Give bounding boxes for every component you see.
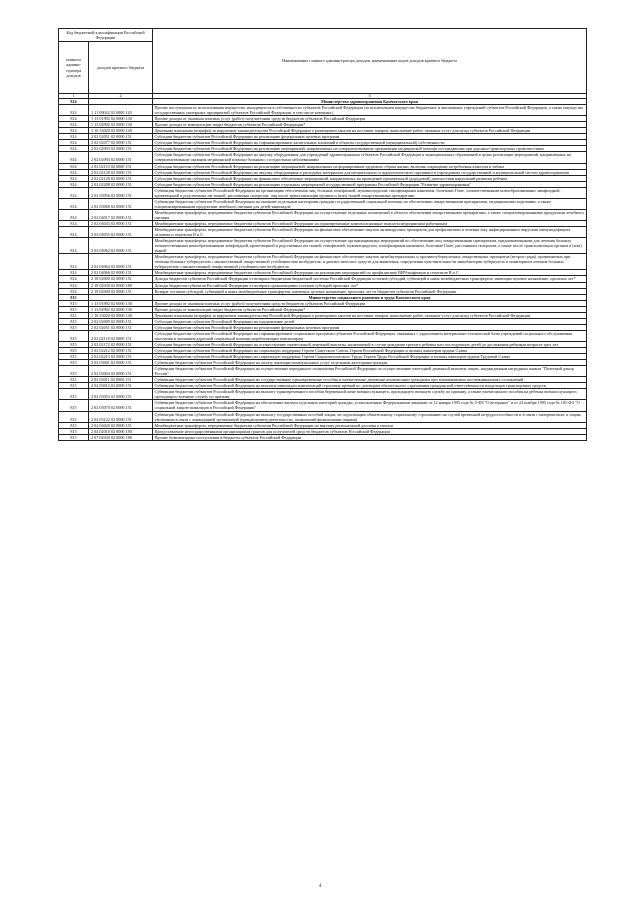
admin-code-cell: 814	[59, 181, 89, 187]
admin-code-cell: 815	[59, 354, 89, 360]
income-name-cell: Субвенции бюджетам субъектов Российской Федерации на выплату государственных пособий лицам, не подлежащим обязательному социальному страхованию на случай временной нетрудоспособности и в связи с материнством, и лицам, уволенным в связи с ликвидацией организаций (прекращением деятельности, полномочий физическими лицами)	[153, 411, 587, 422]
admin-code-cell: 815	[59, 428, 89, 434]
income-code-cell: 2 02 02009 02 0000 151	[89, 318, 153, 324]
income-code-cell: 2 02 02213 02 0000 151	[89, 354, 153, 360]
income-code-cell: 2 02 02208 02 0000 151	[89, 181, 153, 187]
admin-code-cell: 815	[59, 341, 89, 347]
income-name-cell: Субсидии бюджетам субъектов Российской Федерации на софинансирование социальных программ субъектов Российской Федерации, связанных с укреплением материально-технической базы учреждений социального обслуживания населения и оказанием адресной социальной помощи неработающим пенсионерам	[153, 330, 587, 341]
table-row	[59, 187, 587, 198]
income-code-cell: 2 02 03011 02 0000 151	[89, 377, 153, 383]
income-code-cell: 2 02 03068 02 0000 151	[89, 198, 153, 209]
section-title-cell: Министерство здравоохранения Камчатского края	[153, 99, 587, 105]
income-code-cell: 2 02 02094 02 0000 151	[89, 152, 153, 163]
document-page	[58, 28, 586, 441]
admin-code-cell: 814	[59, 254, 89, 270]
income-name-cell: Субсидии бюджетам субъектов Российской Федерации на реализацию отдельных мероприятий государственной программы Российской Федерации "Развитие здравоохранения"	[153, 181, 587, 187]
income-name-cell: Прочие доходы от компенсации затрат бюджетов субъектов Российской Федерации*	[153, 306, 587, 312]
table-row	[59, 330, 587, 341]
admin-code-cell: 814	[59, 209, 89, 220]
income-name-cell: Межбюджетные трансферты, передаваемые бюджетам субъектов Российской Федерации на реализацию мероприятий по профилактике ВИЧ-инфекции и гепатитов B и C	[153, 270, 587, 276]
income-name-cell: Прочие доходы от компенсации затрат бюджетов субъектов Российской Федерации*	[153, 122, 587, 128]
admin-code-cell: 814	[59, 270, 89, 276]
income-code-cell: 2 02 04020 02 0000 151	[89, 422, 153, 428]
admin-code-cell: 814	[59, 134, 89, 140]
admin-code-cell: 814	[59, 122, 89, 128]
income-name-cell: Субсидии бюджетам субъектов Российской Федерации на закупку оборудования и расходных материалов для неонатального и аудиологического скрининга в учреждениях государственной и муниципальной систем здравоохранения	[153, 169, 587, 175]
income-code-cell: 2 02 02093 02 0000 151	[89, 146, 153, 152]
income-name-cell: Субсидии бюджетам субъектов Российской Федерации на софинансирование капитальных вложений в объекты государственной (муниципальной) собственности	[153, 140, 587, 146]
income-name-cell: Денежные взыскания (штрафы) за нарушение законодательства Российской Федерации о размещении заказов на поставки товаров, выполнение работ, оказание услуг для нужд субъектов Российской Федерации	[153, 312, 587, 318]
income-code-cell: 2 02 02172 02 0000 151	[89, 341, 153, 347]
income-code-cell: 2 04 02010 02 0000 180	[89, 428, 153, 434]
table-row	[59, 389, 587, 400]
admin-code-cell: 815	[59, 366, 89, 377]
income-code-cell: 2 18 02000 02 0000 151	[89, 276, 153, 282]
income-name-cell: Субсидии бюджетам субъектов Российской Федерации на социальную поддержку Героев Советского Союза, Героев Российской Федерации и полных кавалеров ордена Славы	[153, 348, 587, 354]
income-code-cell: 2 02 02212 02 0000 151	[89, 348, 153, 354]
income-code-cell: 2 18 02030 02 0000 180	[89, 282, 153, 288]
admin-code-cell: 814	[59, 140, 89, 146]
admin-code-cell: 814	[59, 116, 89, 122]
admin-code-cell: 815	[59, 377, 89, 383]
income-name-cell: Субвенции бюджетам субъектов Российской Федерации на оказание отдельным категориям граждан государственной социальной помощи по обеспечению лекарственными препаратами, медицинскими изделиями, а также специализированными продуктами лечебного питания для детей-инвалидов	[153, 198, 587, 209]
admin-code-cell: 815	[59, 400, 89, 411]
header-group-title: Код бюджетной классификации Российской Федерации	[59, 29, 153, 42]
admin-code-cell: 814	[59, 288, 89, 294]
admin-code-cell: 814	[59, 99, 89, 105]
income-code-cell: 2 02 03056 02 0000 151	[89, 187, 153, 198]
admin-code-cell: 814	[59, 163, 89, 169]
income-name-cell: Возврат остатков субсидий, субвенций и иных межбюджетных трансфертов, имеющих целевое назначение, прошлых лет из бюджетов субъектов Российской Федерации	[153, 288, 587, 294]
admin-code-cell: 815	[59, 318, 89, 324]
admin-code-cell: 815	[59, 312, 89, 318]
income-code-cell: 2 02 04043 02 0000 151	[89, 220, 153, 226]
admin-code-cell: 814	[59, 105, 89, 116]
table-row	[59, 198, 587, 209]
income-code-cell: 2 02 03053 02 0000 151	[89, 389, 153, 400]
income-name-cell: Субвенции бюджетам субъектов Российской Федерации на государственные единовременные пособия и ежемесячные денежные компенсации гражданам при возникновении поствакцинальных осложнений	[153, 377, 587, 383]
income-name-cell: Межбюджетные трансферты, передаваемые бюджетам субъектов Российской Федерации на осуществление отдельных полномочий в области обеспечения лекарственными препаратами, а также специализированными продуктами лечебного питания	[153, 209, 587, 220]
income-code-cell: 1 16 33020 02 0000 140	[89, 312, 153, 318]
header-name-column: Наименование главного администратора доходов, наименование кодов доходов краевого бюджета	[153, 29, 587, 94]
income-name-cell: Субсидии бюджетам субъектов Российской Федерации на оздоровление детей	[153, 318, 587, 324]
header-income-column: доходов краевого бюджета	[89, 42, 153, 94]
header-admin-column: главного админи-стратора доходов	[59, 42, 89, 94]
admin-code-cell: 814	[59, 282, 89, 288]
income-code-cell: 2 02 02129 02 0000 151	[89, 175, 153, 181]
income-name-cell: Субвенции бюджетам субъектов Российской Федерации на выплаты инвалидам компенсаций страховых премий по договорам обязательного страхования гражданской ответственности владельцев транспортных средств	[153, 383, 587, 389]
income-name-cell: Субвенции бюджетам субъектов Российской Федерации на оплату жилищно-коммунальных услуг отдельным категориям граждан	[153, 360, 587, 366]
income-name-cell: Субвенции бюджетам субъектов Российской Федерации на выплату единовременного пособия беременной жене военнослужащего, проходящего военную службу по призыву, а также ежемесячного пособия на ребенка военнослужащего, проходящего военную службу по призыву	[153, 389, 587, 400]
income-name-cell: Межбюджетные трансферты, передаваемые бюджетам субъектов Российской Федерации на выплату региональной доплаты к пенсии	[153, 422, 587, 428]
table-row	[59, 411, 587, 422]
income-name-cell: Субсидии бюджетам субъектов Российской Федерации на реализацию мероприятий, направленных на формирование здорового образа жизни, включая сокращение потребления алкоголя и табака	[153, 163, 587, 169]
income-code-cell: 2 02 04064 02 0000 151	[89, 254, 153, 270]
admin-code-cell: 815	[59, 294, 89, 300]
admin-code-cell: 815	[59, 306, 89, 312]
income-name-cell: Прочие поступления от использования имущества, находящегося в собственности субъектов Российской Федерации (за исключением имущества бюджетных и автономных учреждений субъектов Российской Федерации, а также имущества государственных унитарных предприятий субъектов Российской Федерации, в том числе казенных)	[153, 105, 587, 116]
income-name-cell: Прочие доходы от оказания платных услуг (работ) получателями средств бюджетов субъектов Российской Федерации	[153, 116, 587, 122]
admin-code-cell: 815	[59, 300, 89, 306]
income-code-cell: 1 16 33020 02 0000 140	[89, 128, 153, 134]
income-name-cell: Межбюджетные трансферты, передаваемые бюджетам субъектов Российской Федерации на финансовое обеспечение закупок антибактериальных и противотуберкулезных лекарственных препаратов (второго ряда), применяемых при лечении больных туберкулезом с множественной лекарственной устойчивостью возбудителя, и диагностических средств для выявления, определения чувствительности микобактерии туберкулеза и мониторинга лечения больных туберкулезом с множественной лекарственной устойчивостью возбудителя	[153, 254, 587, 270]
admin-code-cell: 814	[59, 198, 89, 209]
income-name-cell: Межбюджетные трансферты, передаваемые бюджетам субъектов Российской Федерации на единовременные компенсационные выплаты медицинским работникам	[153, 220, 587, 226]
income-name-cell: Доходы бюджетов субъектов Российской Федерации от возврата организациями остатков субсидий прошлых лет*	[153, 282, 587, 288]
income-name-cell: Субсидии бюджетам субъектов Российской Федерации на закупку оборудования для учреждений здравоохранения субъектов Российской Федерации и муниципальных образований в целях реализации мероприятий, направленных на совершенствование оказания медицинской помощи больным с сосудистыми заболеваниями	[153, 152, 587, 163]
admin-code-cell: 814	[59, 169, 89, 175]
income-code-cell: 2 02 04066 02 0000 151	[89, 270, 153, 276]
income-name-cell: Субсидии бюджетам субъектов Российской Федерации на социальную поддержку Героев Социалистического Труда, Героев Труда Российской Федерации и полных кавалеров ордена Трудовой Славы	[153, 354, 587, 360]
admin-code-cell: 815	[59, 383, 89, 389]
income-code-cell: 1 13 02992 02 0000 130	[89, 306, 153, 312]
admin-code-cell: 814	[59, 187, 89, 198]
income-name-cell: Субсидии бюджетам субъектов Российской Федерации на реализацию мероприятий, направленных на совершенствование организации медицинской помощи пострадавшим при дорожно-транспортных происшествиях	[153, 146, 587, 152]
admin-code-cell: 814	[59, 227, 89, 238]
income-code-cell: 1 13 01992 02 0000 130	[89, 116, 153, 122]
income-code-cell: 2 02 03122 02 0000 151	[89, 411, 153, 422]
income-name-cell: Предоставление негосударственными организациями грантов для получателей средств бюджетов субъектов Российской Федерации	[153, 428, 587, 434]
table-row	[59, 254, 587, 270]
income-name-cell: Межбюджетные трансферты, передаваемые бюджетам субъектов Российской Федерации на осуществление организационных мероприятий по обеспечению лиц лекарственными препаратами, предназначенными для лечения больных злокачественными новообразованиями лимфоидной, кроветворной и родственных им тканей, гемофилией, муковисцидозом, гипофизарным нанизмом, болезнью Гоше, рассеянным склерозом, а также после трансплантации органов и (или) тканей	[153, 238, 587, 254]
income-name-cell: Денежные взыскания (штрафы) за нарушение законодательства Российской Федерации о размещении заказов на поставки товаров, выполнение работ, оказание услуг для нужд субъектов Российской Федерации	[153, 128, 587, 134]
table-row	[59, 152, 587, 163]
income-classification-table	[58, 28, 587, 441]
income-code-cell: 2 02 02110 02 0000 151	[89, 163, 153, 169]
income-code-cell: 1 13 01992 02 0000 130	[89, 300, 153, 306]
admin-code-cell: 815	[59, 360, 89, 366]
table-row	[59, 209, 587, 220]
table-row	[59, 434, 587, 440]
admin-code-cell: 815	[59, 348, 89, 354]
admin-code-cell: 815	[59, 411, 89, 422]
admin-code-cell: 815	[59, 324, 89, 330]
income-code-cell: 1 11 09042 02 0000 120	[89, 105, 153, 116]
table-row	[59, 366, 587, 377]
income-code-cell: 2 02 04062 02 0000 151	[89, 238, 153, 254]
admin-code-cell: 815	[59, 330, 89, 341]
income-code-cell: 2 02 02128 02 0000 151	[89, 169, 153, 175]
admin-code-cell: 814	[59, 175, 89, 181]
income-name-cell: Доходы бюджетов субъектов Российской Федерации от возврата бюджетами бюджетной системы Российской Федерации остатков субсидий, субвенций и иных межбюджетных трансфертов, имеющих целевое назначение, прошлых лет*	[153, 276, 587, 282]
income-name-cell: Субвенции бюджетам субъектов Российской Федерации на организацию обеспечения лиц, больных гемофилией, муковисцидозом, гипофизарным нанизмом, болезнью Гоше, злокачественными новообразованиями лимфоидной, кроветворной и родственных им тканей, рассеянным склерозом, лиц после трансплантации органов и (или) тканей лекарственными препаратами	[153, 187, 587, 198]
income-name-cell: Субсидии бюджетам субъектов Российской Федерации на реализацию федеральных целевых программ	[153, 324, 587, 330]
income-name-cell: Межбюджетные трансферты, передаваемые бюджетам субъектов Российской Федерации на финансовое обеспечение закупок антивирусных препаратов для профилактики и лечения лиц, инфицированных вирусами иммунодефицита человека и гепатитов B и C	[153, 227, 587, 238]
column-index-3: 3	[153, 94, 587, 99]
admin-code-cell: 815	[59, 422, 89, 428]
income-code-cell: 2 02 02051 02 0000 151	[89, 324, 153, 330]
income-code-cell: 2 07 02030 02 0000 180	[89, 434, 153, 440]
table-header	[59, 29, 587, 99]
column-index-1: 1	[59, 94, 89, 99]
table-row	[59, 400, 587, 411]
admin-code-cell: 815	[59, 389, 89, 400]
income-name-cell: Субвенции бюджетам субъектов Российской Федерации на осуществление переданного полномочия Российской Федерации по осуществлению ежегодной денежной выплаты лицам, награжденным нагрудным знаком "Почетный донор России"	[153, 366, 587, 377]
income-code-cell: 2 02 04017 02 0000 151	[89, 209, 153, 220]
income-name-cell: Субсидии бюджетам субъектов Российской Федерации на финансовое обеспечение мероприятий, направленных на проведение пренатальной (дородовой) диагностики нарушений развития ребенка	[153, 175, 587, 181]
income-name-cell: Субсидии бюджетам субъектов Российской Федерации на реализацию федеральных целевых программ	[153, 134, 587, 140]
income-code-cell: 2 02 03004 02 0000 151	[89, 366, 153, 377]
income-code-cell: 2 02 02118 02 0000 151	[89, 330, 153, 341]
income-name-cell: Субвенции бюджетам субъектов Российской Федерации на обеспечение жильем отдельных категорий граждан, установленных Федеральными законами от 12 января 1995 года № 5-ФЗ "О ветеранах" и от 24 ноября 1995 года № 181-ФЗ "О социальной защите инвалидов в Российской Федерации"	[153, 400, 587, 411]
income-code-cell: 2 02 02051 02 0000 151	[89, 134, 153, 140]
admin-code-cell: 814	[59, 238, 89, 254]
income-code-cell: 2 02 03070 02 0000 151	[89, 400, 153, 411]
admin-code-cell: 814	[59, 220, 89, 226]
admin-code-cell: 815	[59, 434, 89, 440]
admin-code-cell: 814	[59, 276, 89, 282]
income-code-cell: 2 02 02077 02 0000 151	[89, 140, 153, 146]
income-code-cell: 2 02 03012 02 0000 151	[89, 383, 153, 389]
income-name-cell: Прочие доходы от оказания платных услуг (работ) получателями средств бюджетов субъектов Российской Федерации	[153, 300, 587, 306]
table-row	[59, 227, 587, 238]
column-index-2: 2	[89, 94, 153, 99]
income-name-cell: Субсидии бюджетам субъектов Российской Федерации на осуществление ежемесячной денежной выплаты, назначаемой в случае рождения третьего ребенка или последующих детей до достижения ребенком возраста трех лет	[153, 341, 587, 347]
income-code-cell: 2 02 03001 02 0000 151	[89, 360, 153, 366]
admin-code-cell: 814	[59, 152, 89, 163]
table-row	[59, 105, 587, 116]
table-row	[59, 238, 587, 254]
income-code-cell: 1 13 02992 02 0000 130	[89, 122, 153, 128]
table-body	[59, 99, 587, 441]
section-title-cell: Министерство социального развития и труда Камчатского края	[153, 294, 587, 300]
income-name-cell: Прочие безвозмездные поступления в бюджеты субъектов Российской Федерации	[153, 434, 587, 440]
admin-code-cell: 814	[59, 146, 89, 152]
income-code-cell: 2 02 04055 02 0000 151	[89, 227, 153, 238]
admin-code-cell: 814	[59, 128, 89, 134]
page-number: 4	[318, 884, 322, 889]
income-code-cell: 2 19 02000 02 0000 151	[89, 288, 153, 294]
